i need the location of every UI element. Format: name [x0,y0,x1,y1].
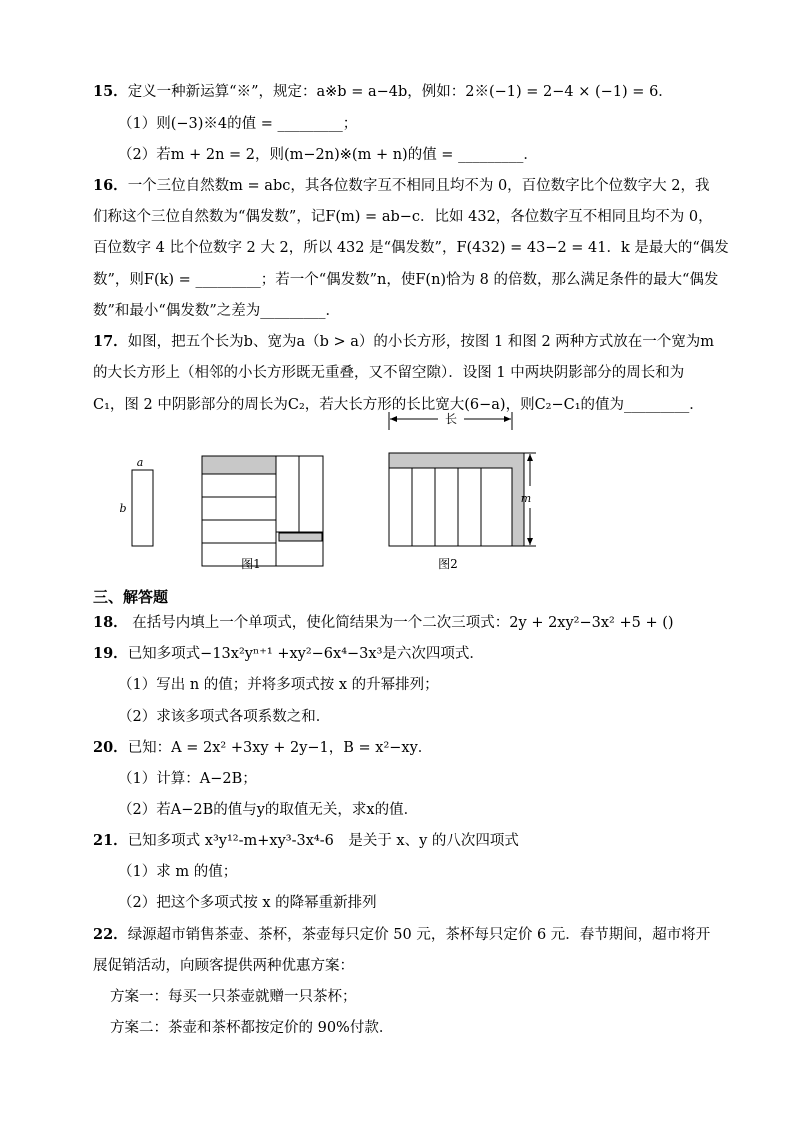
q21-number: 21． [93,832,128,849]
q17-line3: C₁，图 2 中阴影部分的周长为C₂，若大长方形的长比宽大(6−a)，则C₂−C₁的值为_________． [93,397,704,413]
fig-label-long: 长 [444,412,458,426]
q15-sub2: （2）若m + 2n = 2，则(m−2n)※(m + n)的值 = _________． [118,147,538,163]
q15-line1 [93,82,673,102]
q20-line1 [93,738,432,758]
q15-sub1: （1）则(−3)※4的值 = _________； [118,116,358,132]
q16-line5: 数”和最小“偶发数”之差为_________． [93,303,340,319]
q15-number: 15． [93,83,128,100]
q18-stem: 在括号内填上一个单项式，使化简结果为一个二次三项式：2y + 2xy²−3x² +5 + () [127,615,674,631]
q16-line1 [93,176,710,196]
q22-line2: 展促销活动，向顾客提供两种优惠方案： [93,958,354,974]
q17-figures [0,412,794,580]
q15-stem: 定义一种新运算“※”，规定：a※b = a−4b，例如：2※(−1) = 2−4 × (−1) = 6． [127,84,673,100]
fig-label-b: b [119,502,127,515]
fig-label-m: m [520,492,532,505]
q19-sub1: （1）写出 n 的值；并将多项式按 x 的升幂排列； [118,677,439,693]
q17-line2: 的大长方形上（相邻的小长方形既无重叠，又不留空隙）．设图 1 中两块阴影部分的周长和为 [93,365,685,381]
q22-line1 [93,925,710,945]
q21-sub1: （1）求 m 的值； [118,864,238,880]
q22-plan1: 方案一：每买一只茶壶就赠一只茶杯； [110,989,357,1005]
q22-stem: 绿源超市销售茶壶、茶杯，茶壶每只定价 50 元，茶杯每只定价 6 元．春节期间，超市将开 [127,927,711,943]
q21-stem: 已知多项式 x³y¹²-m+xy³-3x⁴-6 是关于 x、y 的八次四项式 [127,833,519,849]
q16-stem: 一个三位自然数m = abc，其各位数字互不相同且均不为 0，百位数字比个位数字大 2，我 [127,178,710,194]
fig2-shade [389,453,524,546]
q19-sub2: （2）求该多项式各项系数之和． [118,709,331,725]
q19-stem: 已知多项式−13x²yⁿ⁺¹ +xy²−6x⁴−3x³是六次四项式． [127,646,484,662]
q20-sub2: （2）若A−2B的值与y的取值无关，求x的值． [118,802,419,818]
q17-number: 17． [93,333,128,350]
fig-label-a: a [136,456,144,469]
q19-number: 19． [93,645,128,662]
q19-line1 [93,644,484,664]
q16-line3: 百位数字 4 比个位数字 2 大 2，所以 432 是“偶发数”，F(432) = 43−2 = 41．k 是最大的“偶发 [93,240,729,256]
caption-fig1: 图1 [241,557,261,571]
q18-line1 [93,613,674,633]
q17-line1 [93,332,714,352]
figure-2 [389,412,536,546]
q18-number: 18． [93,614,128,631]
figure-1 [202,456,323,566]
q16-number: 16． [93,177,128,194]
q17-stem: 如图，把五个长为b、宽为a（b > a）的小长方形，按图 1 和图 2 两种方式放在一个宽为m [127,334,715,350]
caption-fig2: 图2 [438,557,458,571]
q16-line4: 数”，则F(k) = _________；若一个“偶发数”n，使F(n)恰为 8 的倍数，那么满足条件的最大“偶发 [93,272,719,288]
fig1-shade-top [202,456,276,474]
q20-stem: 已知：A = 2x² +3xy + 2y−1，B = x²−xy． [127,740,433,756]
q22-plan2: 方案二：茶壶和茶杯都按定价的 90%付款． [110,1020,394,1036]
q20-sub1: （1）计算：A−2B； [118,771,257,787]
section-heading: 三、解答题 [93,588,169,606]
q21-line1 [93,831,519,851]
q16-line2: 们称这个三位自然数为“偶发数”，记F(m) = ab−c．比如 432，各位数字互不相同且均不为 0， [93,209,713,225]
q22-number: 22． [93,926,128,943]
q20-number: 20． [93,739,128,756]
q21-sub2: （2）把这个多项式按 x 的降幂重新排列 [118,895,377,911]
small-rectangle [132,470,153,546]
